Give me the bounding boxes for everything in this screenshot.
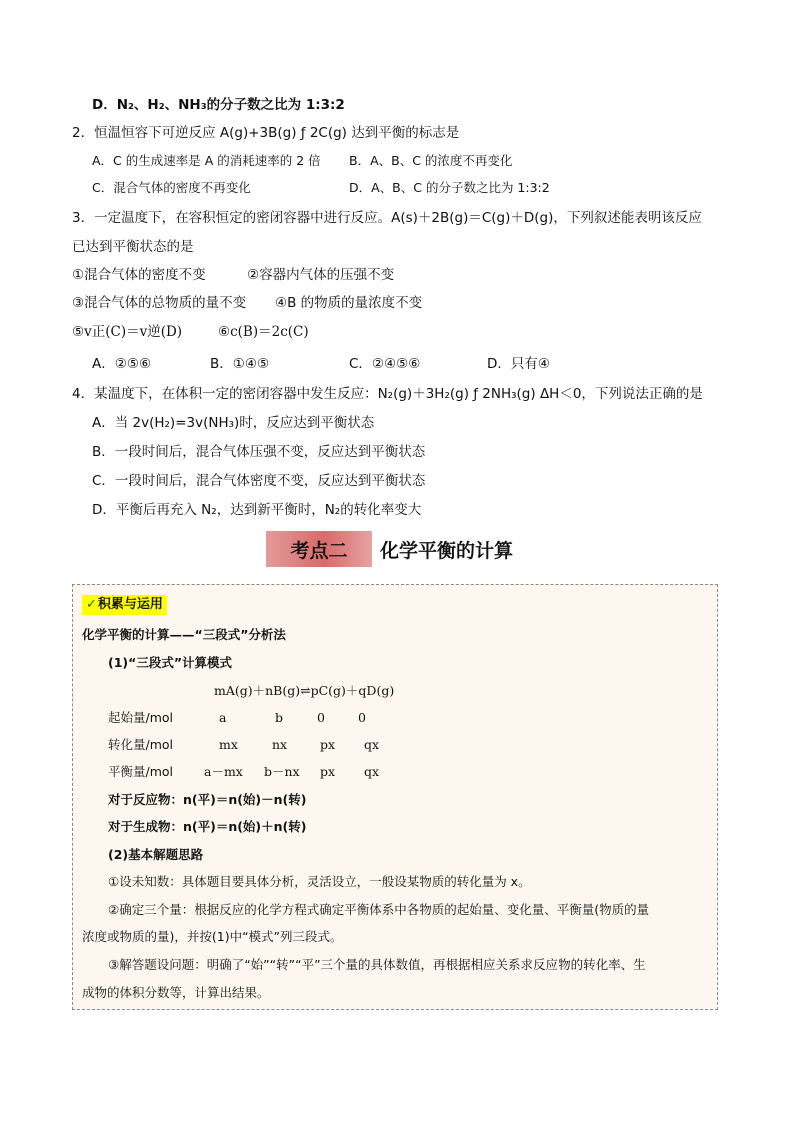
q3-statement-1: ①混合气体的密度不变: [72, 267, 206, 283]
row-initial-c: 0: [317, 710, 325, 725]
q1-option-d: D．N₂、H₂、NH₃的分子数之比为 1:3:2: [92, 97, 345, 113]
row-initial-d: 0: [358, 710, 366, 725]
box-subheading-2: (2)基本解题思路: [108, 847, 204, 862]
row-initial-a: a: [219, 710, 227, 725]
knowledge-tag-label: 积累与运用: [97, 597, 163, 612]
row-equilibrium-d: qx: [364, 764, 380, 779]
q3-statement-3: ③混合气体的总物质的量不变: [72, 295, 247, 311]
q3-option-c: C．②④⑤⑥: [349, 356, 421, 372]
q4-option-b: B．一段时间后，混合气体压强不变，反应达到平衡状态: [92, 444, 426, 460]
q2-option-c: C．混合气体的密度不再变化: [92, 180, 251, 195]
reaction-equation: mA(g)＋nB(g)⇌pC(g)＋qD(g): [214, 683, 395, 698]
q3-stem-line2: 已达到平衡状态的是: [72, 239, 194, 255]
box-heading: 化学平衡的计算——“三段式”分析法: [82, 627, 286, 642]
row-equilibrium-label: 平衡量/mol: [108, 764, 174, 779]
q3-option-d: D．只有④: [487, 356, 550, 372]
row-change-a: mx: [219, 737, 238, 752]
box-subheading-1: (1)“三段式”计算模式: [108, 655, 233, 670]
row-change-d: qx: [364, 737, 380, 752]
q2-stem: 2．恒温恒容下可逆反应 A(g)+3B(g) ƒ 2C(g) 达到平衡的标志是: [72, 125, 460, 141]
q2-option-b: B．A、B、C 的浓度不再变化: [349, 153, 513, 168]
row-initial-b: b: [275, 710, 284, 725]
section-heading: [266, 531, 513, 567]
section-badge: 考点二: [266, 531, 372, 567]
q4-stem: 4．某温度下，在体积一定的密闭容器中发生反应：N₂(g)＋3H₂(g) ƒ 2NH₃(g) ΔH＜0，下列说法正确的是: [72, 386, 703, 402]
q3-statement-5: ⑤v正(C)＝v逆(D): [72, 324, 183, 340]
check-icon: ✓: [86, 597, 97, 612]
rule-product: 对于生成物：n(平)＝n(始)＋n(转): [108, 819, 307, 834]
q4-option-c: C．一段时间后，混合气体密度不变，反应达到平衡状态: [92, 473, 426, 489]
row-initial-label: 起始量/mol: [108, 710, 174, 725]
q3-statement-4: ④B 的物质的量浓度不变: [275, 295, 423, 311]
q3-option-a: A．②⑤⑥: [92, 356, 152, 372]
row-equilibrium-a: a－mx: [204, 764, 243, 779]
row-equilibrium-c: px: [320, 764, 336, 779]
q2-option-d: D．A、B、C 的分子数之比为 1:3:2: [349, 180, 550, 195]
knowledge-tag: [82, 595, 167, 615]
q4-option-a: A．当 2v(H₂)=3v(NH₃)时，反应达到平衡状态: [92, 415, 375, 431]
rule-reactant: 对于反应物：n(平)＝n(始)－n(转): [108, 792, 307, 807]
q3-statement-2: ②容器内气体的压强不变: [247, 267, 395, 283]
row-change-b: nx: [272, 737, 288, 752]
q3-statement-6: ⑥c(B)＝2c(C): [218, 324, 309, 340]
q2-option-a: A．C 的生成速率是 A 的消耗速率的 2 倍: [92, 153, 321, 168]
step-3-line1: ③解答题设问题：明确了“始”“转”“平”三个量的具体数值，再根据相应关系求反应物的转化率、生: [108, 957, 646, 972]
row-change-c: px: [320, 737, 336, 752]
step-2-line1: ②确定三个量：根据反应的化学方程式确定平衡体系中各物质的起始量、变化量、平衡量(物质的量: [108, 902, 650, 917]
q3-stem-line1: 3．一定温度下，在容积恒定的密闭容器中进行反应。A(s)＋2B(g)＝C(g)＋D(g)，下列叙述能表明该反应: [72, 210, 702, 226]
row-change-label: 转化量/mol: [108, 737, 174, 752]
section-title: 化学平衡的计算: [380, 539, 514, 562]
step-1: ①设未知数：具体题目要具体分析，灵活设立，一般设某物质的转化量为 x。: [108, 874, 531, 889]
q3-option-b: B．①④⑤: [210, 356, 270, 372]
q4-option-d: D．平衡后再充入 N₂，达到新平衡时，N₂的转化率变大: [92, 502, 422, 518]
step-3-line2: 成物的体积分数等，计算出结果。: [82, 985, 270, 1000]
row-equilibrium-b: b－nx: [264, 764, 300, 779]
step-2-line2: 浓度或物质的量)，并按(1)中“模式”列三段式。: [82, 929, 343, 944]
